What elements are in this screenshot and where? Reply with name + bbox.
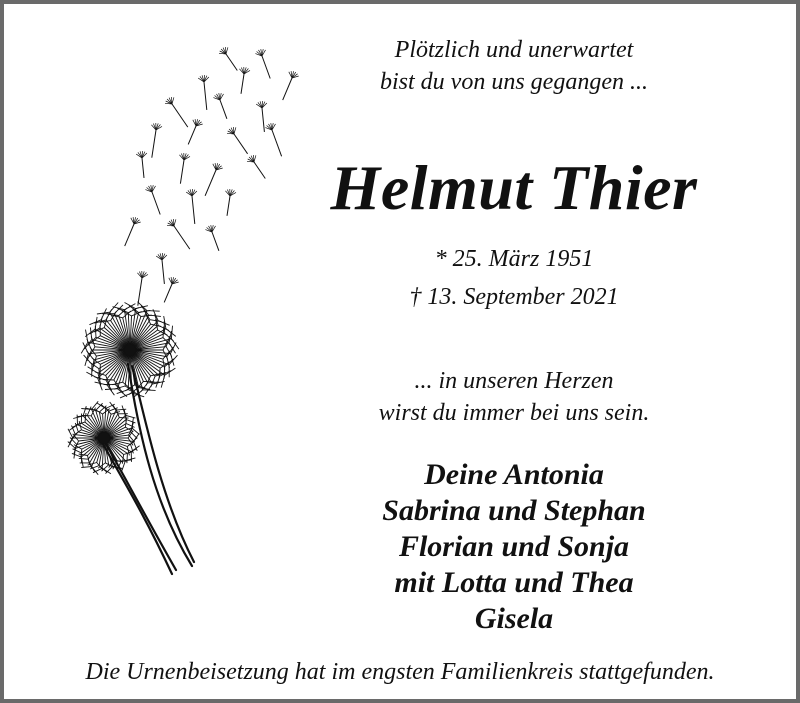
flying-seed [256, 101, 267, 132]
intro-line: bist du von uns gegangen ... [380, 69, 648, 95]
flying-seed [283, 71, 299, 100]
flying-seed [227, 127, 248, 154]
deceased-name: Helmut Thier [330, 152, 698, 223]
flying-seed [247, 155, 265, 179]
family-line: Deine Antonia [424, 458, 604, 491]
flying-seed [156, 253, 167, 284]
dandelion-illustration [44, 34, 324, 594]
flying-seed [136, 151, 147, 178]
family-line: Florian und Sonja [398, 530, 630, 563]
flying-seed [239, 67, 250, 94]
life-dates [304, 240, 724, 316]
death-date: † 13. September 2021 [409, 284, 619, 310]
intro-text [304, 34, 724, 98]
flying-seed [198, 75, 209, 110]
flying-seed [145, 185, 160, 214]
memorial-text [304, 365, 724, 429]
family-signatures [304, 457, 724, 637]
flying-seed [167, 219, 190, 249]
flying-seed [165, 97, 188, 127]
birth-date: * 25. März 1951 [434, 246, 594, 272]
dandelion-head [81, 302, 179, 398]
flying-seed [255, 49, 270, 78]
burial-note: Die Urnenbeisetzung hat im engsten Familienkreis stattgefunden. [85, 659, 715, 685]
flying-seed [151, 123, 162, 158]
flying-seed [125, 217, 141, 246]
family-line: Gisela [474, 602, 554, 635]
intro-line: Plötzlich und unerwartet [394, 37, 634, 63]
flying-seed [265, 123, 281, 156]
memorial-line: ... in unseren Herzen [414, 368, 614, 394]
flying-seed [164, 277, 179, 302]
flying-seed [186, 189, 197, 224]
family-line: mit Lotta und Thea [394, 566, 634, 599]
family-line: Sabrina und Stephan [382, 494, 646, 527]
flying-seed [225, 189, 236, 216]
flying-seed [188, 119, 203, 144]
flying-seed [213, 93, 227, 119]
flying-seed [219, 47, 237, 71]
flying-seed [205, 225, 219, 251]
flying-seed [179, 153, 190, 184]
flying-seed [205, 163, 223, 196]
memorial-line: wirst du immer bei uns sein. [378, 400, 650, 426]
dandelion-head [68, 401, 140, 474]
flying-seed [137, 271, 148, 306]
